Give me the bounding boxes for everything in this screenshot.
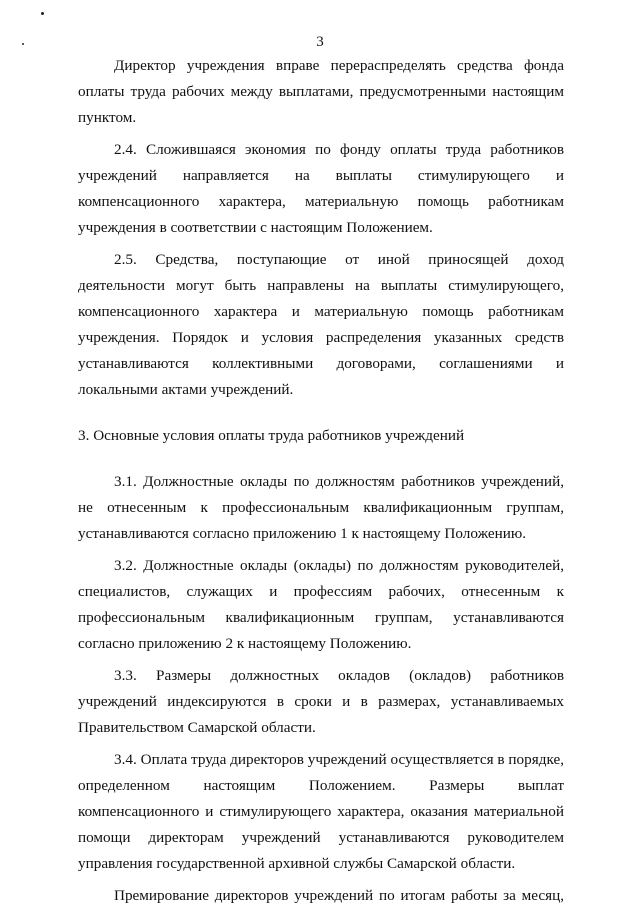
paragraph-3-3: 3.3. Размеры должностных окладов (окладов) работников учреждений индексируются в сроки и в размерах, устанавливаемых Правительством Самарской области. [78,667,564,736]
scan-speck [41,12,44,15]
paragraph-fund-redistribution: Директор учреждения вправе перераспределять средства фонда оплаты труда рабочих между выплатами, предусмотренными настоящим пунктом. [78,57,564,126]
paragraph-bonus-directors: Премирование директоров учреждений по итогам работы за месяц, [114,887,564,904]
document-body [78,53,564,909]
paragraph-3-1: 3.1. Должностные оклады по должностям работников учреждений, не отнесенным к профессиональным квалификационным группам, устанавливаются согласно приложению 1 к настоящему Положению. [78,473,564,542]
paragraph-3-2: 3.2. Должностные оклады (оклады) по должностям руководителей, специалистов, служащих и профессиям рабочих, отнесенным к профессиональным квалификационным группам, устанавливаются согласно приложению 2 к настоящему Положению. [78,557,564,652]
page-number: 3 [316,34,324,50]
paragraph-2-4: 2.4. Сложившаяся экономия по фонду оплаты труда работников учреждений направляется на выплаты стимулирующего и компенсационного характера, материальную помощь работникам учреждения в соответствии с настоящим Положением. [78,141,564,236]
section-heading: 3. Основные условия оплаты труда работников учреждений [78,427,465,444]
paragraph-2-5: 2.5. Средства, поступающие от иной приносящей доход деятельности могут быть направлены на выплаты стимулирующего, компенсационного характера и материальную помощь работникам учреждения. Порядок и условия распределения указанных средств устанавливаются коллективными договорами, соглашениями и локальными актами учреждений. [78,251,564,398]
paragraph-3-4: 3.4. Оплата труда директоров учреждений осуществляется в порядке, определенном настоящим Положением. Размеры выплат компенсационного и стимулирующего характера, оказания материальной помощи директорам учреждений устанавливаются руководителем управления государственной архивной службы Самарской области. [78,751,564,872]
